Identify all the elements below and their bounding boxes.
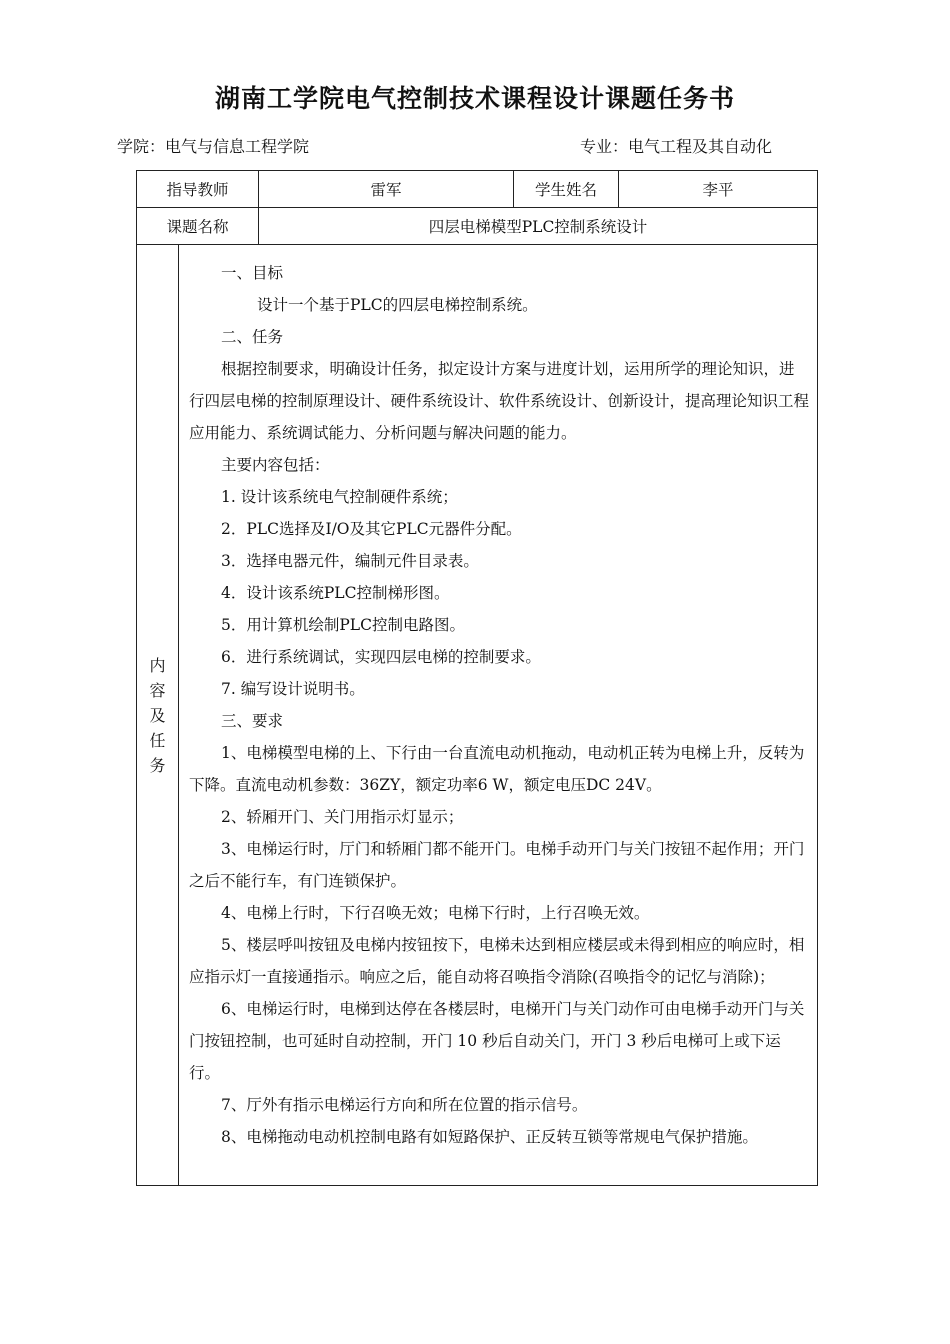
major-field: 专业：电气工程及其自动化 <box>580 137 773 156</box>
requirement-item: 5、楼层呼叫按钮及电梯内按钮按下，电梯未达到相应楼层或未得到相应的响应时，相应指示灯一直接通指示。响应之后，能自动将召唤指令消除(召唤指令的记忆与消除)； <box>189 936 805 986</box>
requirements-heading: 三、要求 <box>221 712 284 730</box>
advisor-label: 指导教师 <box>137 171 259 208</box>
goal-text: 设计一个基于PLC的四层电梯控制系统。 <box>257 296 538 314</box>
requirement-item: 6、电梯运行时，电梯到达停在各楼层时，电梯开门与关门动作可由电梯手动开门与关门按钮控制，也可延时自动控制，开门 10 秒后自动关门，开门 3 秒后电梯可上或下运行。 <box>189 1000 805 1082</box>
list-item: 1. 设计该系统电气控制硬件系统； <box>221 488 458 506</box>
section-label: 内容及任务 <box>149 655 166 775</box>
list-item: 5．用计算机绘制PLC控制电路图。 <box>221 616 465 634</box>
student-name: 李平 <box>619 171 818 208</box>
section-label-cell <box>137 245 179 1186</box>
list-item: 4．设计该系统PLC控制梯形图。 <box>221 584 450 602</box>
requirement-item: 2、轿厢开门、关门用指示灯显示； <box>221 808 464 826</box>
requirement-item: 8、电梯拖动电动机控制电路有如短路保护、正反转互锁等常规电气保护措施。 <box>221 1128 758 1146</box>
task-heading: 二、任务 <box>221 328 284 346</box>
task-table <box>136 170 818 1186</box>
main-content-heading: 主要内容包括： <box>221 456 330 474</box>
requirement-item: 4、电梯上行时，下行召唤无效；电梯下行时，上行召唤无效。 <box>221 904 650 922</box>
requirement-item: 7、厅外有指示电梯运行方向和所在位置的指示信号。 <box>221 1096 588 1114</box>
task-text: 根据控制要求，明确设计任务，拟定设计方案与进度计划，运用所学的理论知识，进行四层电梯的控制原理设计、硬件系统设计、软件系统设计、创新设计，提高理论知识工程应用能力、系统调试能力、分析问题与解决问题的能力。 <box>189 360 810 442</box>
student-label: 学生姓名 <box>514 171 619 208</box>
requirement-item: 1、电梯模型电梯的上、下行由一台直流电动机拖动，电动机正转为电梯上升，反转为下降。直流电动机参数：36ZY，额定功率6 W，额定电压DC 24V。 <box>189 744 805 794</box>
topic-label: 课题名称 <box>137 208 259 245</box>
requirement-item: 3、电梯运行时，厅门和轿厢门都不能开门。电梯手动开门与关门按钮不起作用；开门之后不能行车，有门连锁保护。 <box>189 840 805 890</box>
document-title: 湖南工学院电气控制技术课程设计课题任务书 <box>214 84 735 113</box>
content-cell <box>179 245 818 1186</box>
college-field: 学院：电气与信息工程学院 <box>117 137 310 156</box>
topic-name: 四层电梯模型PLC控制系统设计 <box>259 208 818 245</box>
topic-row <box>137 208 818 245</box>
goal-heading: 一、目标 <box>221 264 284 282</box>
list-item: 7. 编写设计说明书。 <box>221 680 365 698</box>
list-item: 6．进行系统调试，实现四层电梯的控制要求。 <box>221 648 541 666</box>
list-item: 2．PLC选择及I/O及其它PLC元器件分配。 <box>221 520 522 538</box>
list-item: 3．选择电器元件，编制元件目录表。 <box>221 552 479 570</box>
content-row <box>137 245 818 1186</box>
advisor-name: 雷军 <box>259 171 514 208</box>
advisor-row <box>137 171 818 208</box>
